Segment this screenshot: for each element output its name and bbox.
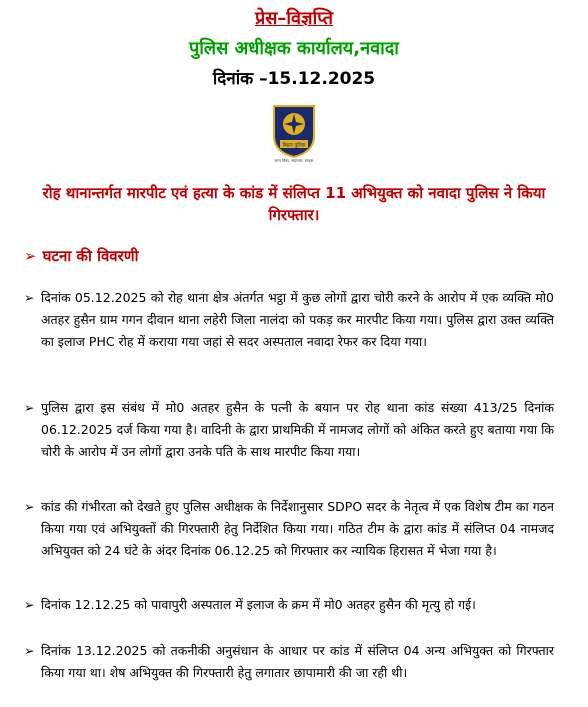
section-heading [24,246,139,266]
office-title: पुलिस अधीक्षक कार्यालय,नवादा [189,38,399,59]
paragraph-4 [24,594,554,616]
arrow-bullet-icon: ➢ [24,597,35,612]
paragraph-3 [24,496,554,562]
paragraph-text: दिनांक 13.12.2025 को तकनीकी अनुसंधान के आधार पर कांड में संलिप्त 04 अन्य अभियुक्त को गिरफ्तार किया गया था। शेष अभियुक्त की गिरफ्तारी हेतु लगातार छापामारी की जा रही थी। [41,643,554,680]
arrow-bullet-icon: ➢ [24,247,37,265]
paragraph-text: दिनांक 12.12.25 को पावापुरी अस्पताल में इलाज के क्रम में मो0 अतहर हुसैन की मृत्यु हो गई। [41,597,476,612]
arrow-bullet-icon: ➢ [24,290,35,305]
logo-text: बिहार पुलिस [282,142,306,149]
paragraph-text: पुलिस द्वारा इस संबंध में मो0 अतहर हुसैन के पत्नी के बयान पर रोह थाना कांड संख्या 413/25 दिनांक 06.12.2025 दर्ज किया गया है। वादिनी के द्वारा प्राथमिकी में नामजद लोगों को अंकित करते हुए बताया गया कि चोरी के आरोप में उन लोगों द्वारा उनके पति के साथ मारपीट किया गया। [41,400,554,459]
paragraph-2 [24,397,554,463]
paragraph-text: दिनांक 05.12.2025 को रोह थाना क्षेत्र अंतर्गत भट्ठा में कुछ लोगों द्वारा चोरी करने के आरोप में एक व्यक्ति मो0 अतहर हुसैन ग्राम गगन दीवान थाना लहेरी जिला नालंदा को पकड़ कर मारपीट किया गया। पुलिस द्वारा उक्त व्यक्ति का इलाज PHC रोह में कराया गया जहां से सदर अस्पताल नवादा रेफर कर दिया गया। [41,290,554,349]
arrow-bullet-icon: ➢ [24,499,35,514]
paragraph-5 [24,640,554,684]
date-line: दिनांक –15.12.2025 [212,69,376,89]
paragraph-1 [24,287,554,353]
section-title: घटना की विवरणी [42,247,139,265]
police-badge-icon [270,102,318,158]
arrow-bullet-icon: ➢ [24,643,35,658]
press-release-title: प्रेस–विज्ञप्ति [254,8,334,29]
bihar-police-logo [270,102,318,158]
paragraph-text: कांड की गंभीरता को देखते हुए पुलिस अधीक्षक के निर्देशानुसार SDPO सदर के नेतृत्व में एक विशेष टीम का गठन किया गया एवं अभियुक्तों की गिरफ्तारी हेतु निर्देशित किया गया। गठित टीम के द्वारा कांड में संलिप्त 04 नामजद अभियुक्त को 24 घंटे के अंदर दिनांक 06.12.25 को गिरफ्तार कर न्यायिक हिरासत में भेजा गया है। [41,499,554,558]
arrow-bullet-icon: ➢ [24,400,35,415]
logo-caption: सत्य निष्ठा, सदाचार, साहस [274,158,314,163]
headline: रोह थानान्तर्गत मारपीट एवं हत्या के कांड में संलिप्त 11 अभियुक्त को नवादा पुलिस ने किया गिरफ्तार। [42,184,546,224]
